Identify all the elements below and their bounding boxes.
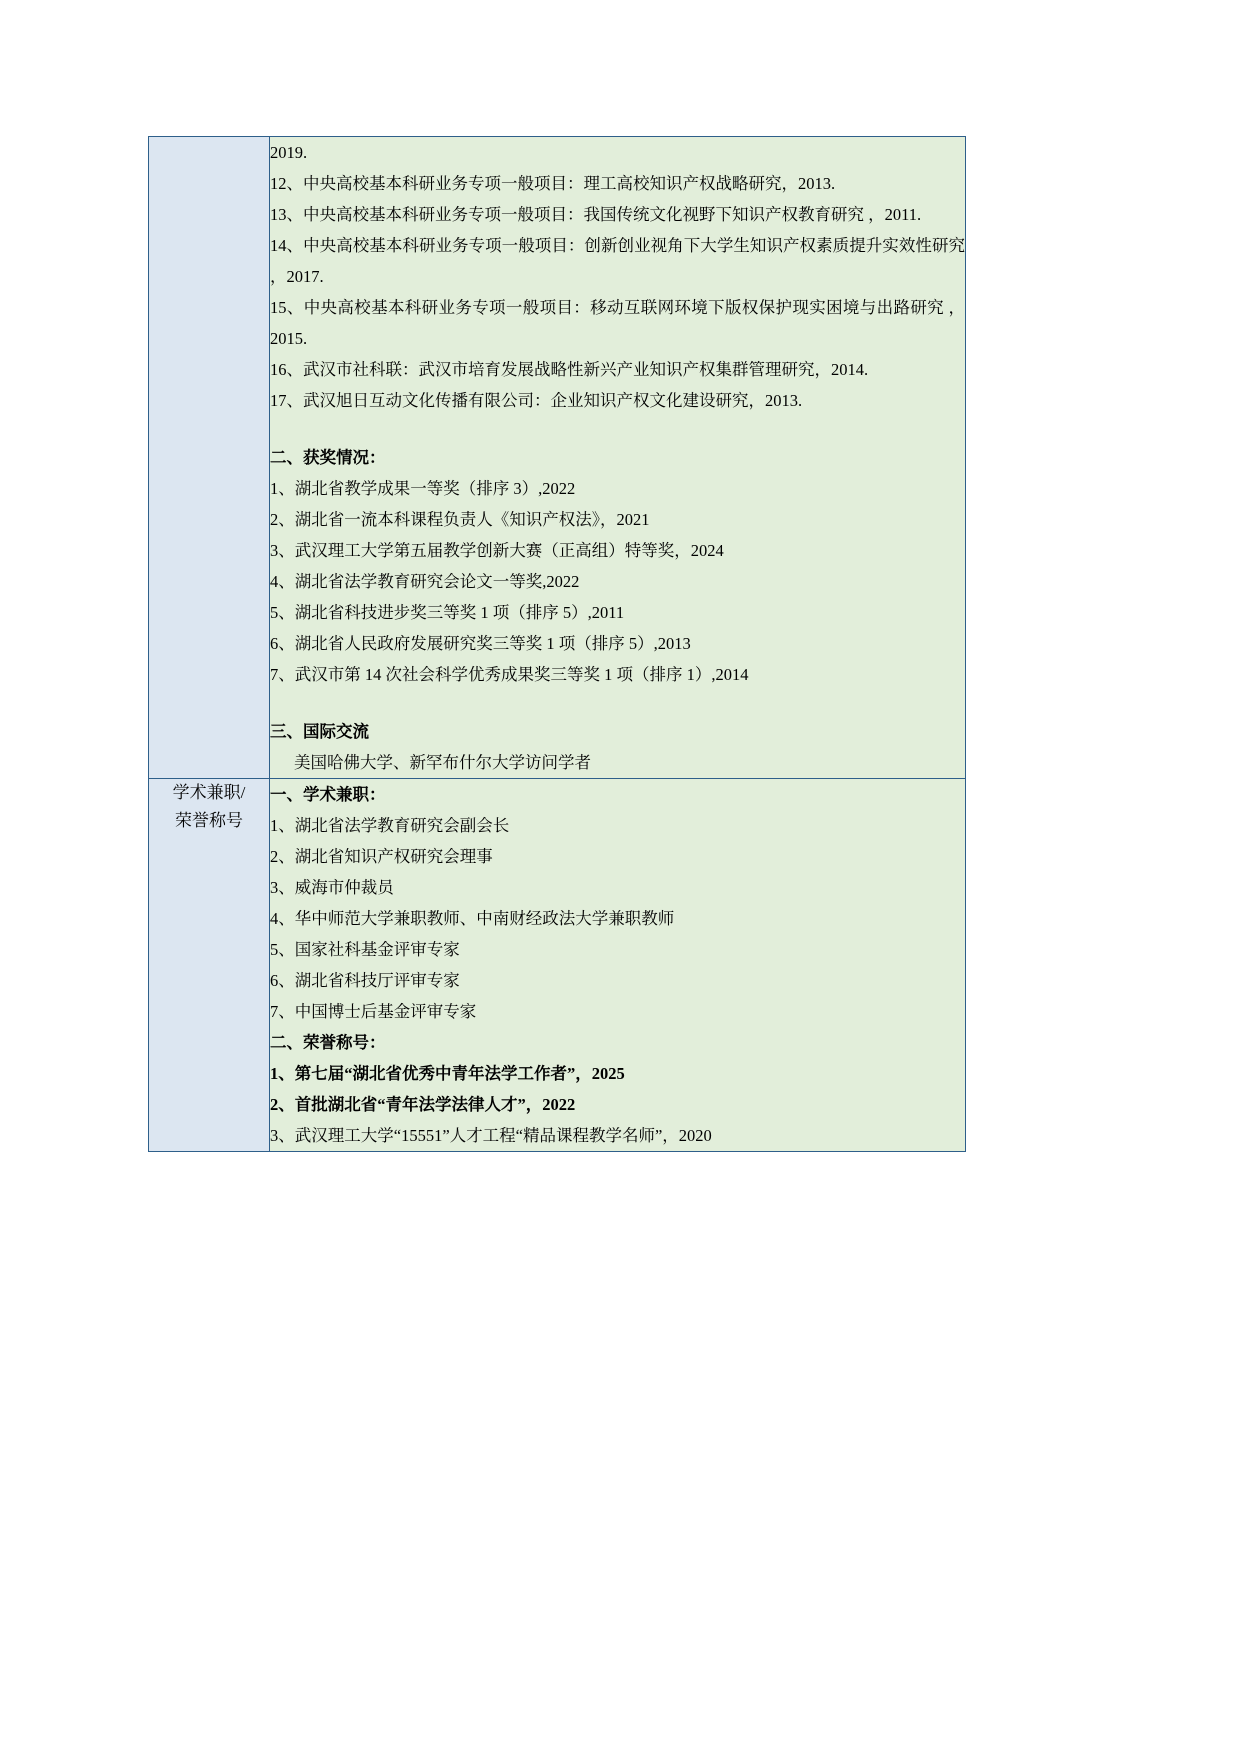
text-line: 5、国家社科基金评审专家	[270, 940, 460, 959]
text-line: 3、武汉理工大学第五届教学创新大赛（正高组）特等奖，2024	[270, 541, 724, 560]
text-line: 3、武汉理工大学“15551”人才工程“精品课程教学名师”，2020	[270, 1126, 712, 1145]
paragraph-spacer	[270, 416, 965, 442]
text-line: 2、湖北省知识产权研究会理事	[270, 847, 493, 866]
row-label-positions-honors	[149, 779, 270, 1152]
text-line: 2019.	[270, 143, 308, 162]
text-line: 美国哈佛大学、新罕布什尔大学访问学者	[294, 753, 591, 772]
text-line: 4、湖北省法学教育研究会论文一等奖,2022	[270, 572, 580, 591]
row-label-line-1: 学术兼职/	[172, 783, 246, 802]
text-line: 6、湖北省科技厅评审专家	[270, 971, 460, 990]
row-content-positions-honors	[270, 779, 966, 1152]
text-line: 17、武汉旭日互动文化传播有限公司：企业知识产权文化建设研究，2013.	[270, 391, 803, 410]
text-line: 1、第七届“湖北省优秀中青年法学工作者”，2025	[270, 1064, 625, 1083]
text-line: 14、中央高校基本科研业务专项一般项目：创新创业视角下大学生知识产权素质提升实效性研究 ，2017.	[270, 236, 965, 286]
row-label-empty	[149, 137, 270, 779]
text-line: 12、中央高校基本科研业务专项一般项目：理工高校知识产权战略研究，2013.	[270, 174, 836, 193]
row-label-line-2: 荣誉称号	[175, 811, 243, 830]
table-row-projects-awards	[149, 137, 966, 779]
paragraph-spacer	[270, 690, 965, 716]
text-line: 1、湖北省法学教育研究会副会长	[270, 816, 510, 835]
section-heading-international: 三、国际交流	[270, 722, 369, 741]
row-content-projects-awards	[270, 137, 966, 779]
text-line: 3、威海市仲裁员	[270, 878, 394, 897]
cv-table	[148, 136, 966, 1152]
text-line: 13、中央高校基本科研业务专项一般项目：我国传统文化视野下知识产权教育研究 ，2011.	[270, 205, 922, 224]
text-line: 15、中央高校基本科研业务专项一般项目：移动互联网环境下版权保护现实困境与出路研究 ，2015.	[270, 298, 965, 348]
text-line: 7、武汉市第 14 次社会科学优秀成果奖三等奖 1 项（排序 1）,2014	[270, 665, 749, 684]
section-heading-academic-positions: 一、学术兼职：	[270, 785, 386, 804]
table-row-positions-honors	[149, 779, 966, 1152]
text-line: 5、湖北省科技进步奖三等奖 1 项（排序 5）,2011	[270, 603, 625, 622]
text-line: 7、中国博士后基金评审专家	[270, 1002, 477, 1021]
text-line: 2、湖北省一流本科课程负责人《知识产权法》，2021	[270, 510, 650, 529]
text-line: 16、武汉市社科联：武汉市培育发展战略性新兴产业知识产权集群管理研究，2014.	[270, 360, 869, 379]
text-line: 6、湖北省人民政府发展研究奖三等奖 1 项（排序 5）,2013	[270, 634, 691, 653]
text-line: 1、湖北省教学成果一等奖（排序 3）,2022	[270, 479, 576, 498]
text-line: 2、首批湖北省“青年法学法律人才”，2022	[270, 1095, 576, 1114]
section-heading-honors: 二、荣誉称号：	[270, 1033, 386, 1052]
text-line: 4、华中师范大学兼职教师、中南财经政法大学兼职教师	[270, 909, 675, 928]
section-heading-awards: 二、获奖情况：	[270, 448, 386, 467]
